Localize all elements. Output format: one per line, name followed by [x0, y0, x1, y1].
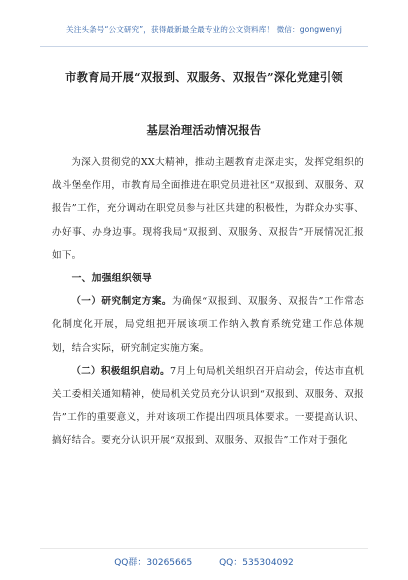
subsection-text: 为确保“双报到、双服务、双报告”工作常态化制度化开展，局党组把开展该项工作纳入教育系统党建工作总体规划，结合实际，研究制定实施方案。: [52, 296, 365, 354]
section-heading: 一、加强组织领导: [71, 273, 152, 285]
subsection-paragraph: [52, 290, 364, 360]
intro-paragraph: 为深入贯彻党的XX大精神，推动主题教育走深走实，发挥党组织的战斗堡垒作用，市教育局全面推进在职党员进社区“双报到、双服务、双报告”工作，充分调动在职党员参与社区共建的积极性，为群众办实事、办好事、办身边事。现将我局“双报到、双服务、双报告”开展情况汇报如下。: [52, 157, 364, 261]
document-title-line-1: 市教育局开展“双报到、双服务、双报告”深化党建引领: [65, 70, 343, 84]
qq-number: QQ：535304092: [219, 558, 294, 568]
subsection-text: 7月上旬局机关组织召开启动会，传达市直机关工委相关通知精神，使局机关党员充分认识到“双报到、双服务、双报告”工作的重要意义，并对该项工作提出四项具体要求。一要提高认识、搞好结合。要充分认识开展“双报到、双服务、双报告”工作对于强化: [52, 365, 364, 447]
footer-contact: [0, 555, 408, 568]
document-title-line-2: 基层治理活动情况报告: [146, 123, 262, 137]
footer-divider: [40, 548, 368, 549]
subsection-lead: （二）积极组织启动。: [71, 365, 170, 377]
header-divider: [40, 46, 368, 47]
header-note: 关注头条号“公文研究”，获得最新最全最专业的公文资料库！ 微信：gongwenyj: [66, 25, 342, 34]
subsection-paragraph: [52, 360, 364, 453]
subsection-lead: （一）研究制定方案。: [71, 296, 172, 308]
qq-group-number: QQ群：30265665: [114, 558, 193, 568]
document-body: [52, 151, 364, 453]
